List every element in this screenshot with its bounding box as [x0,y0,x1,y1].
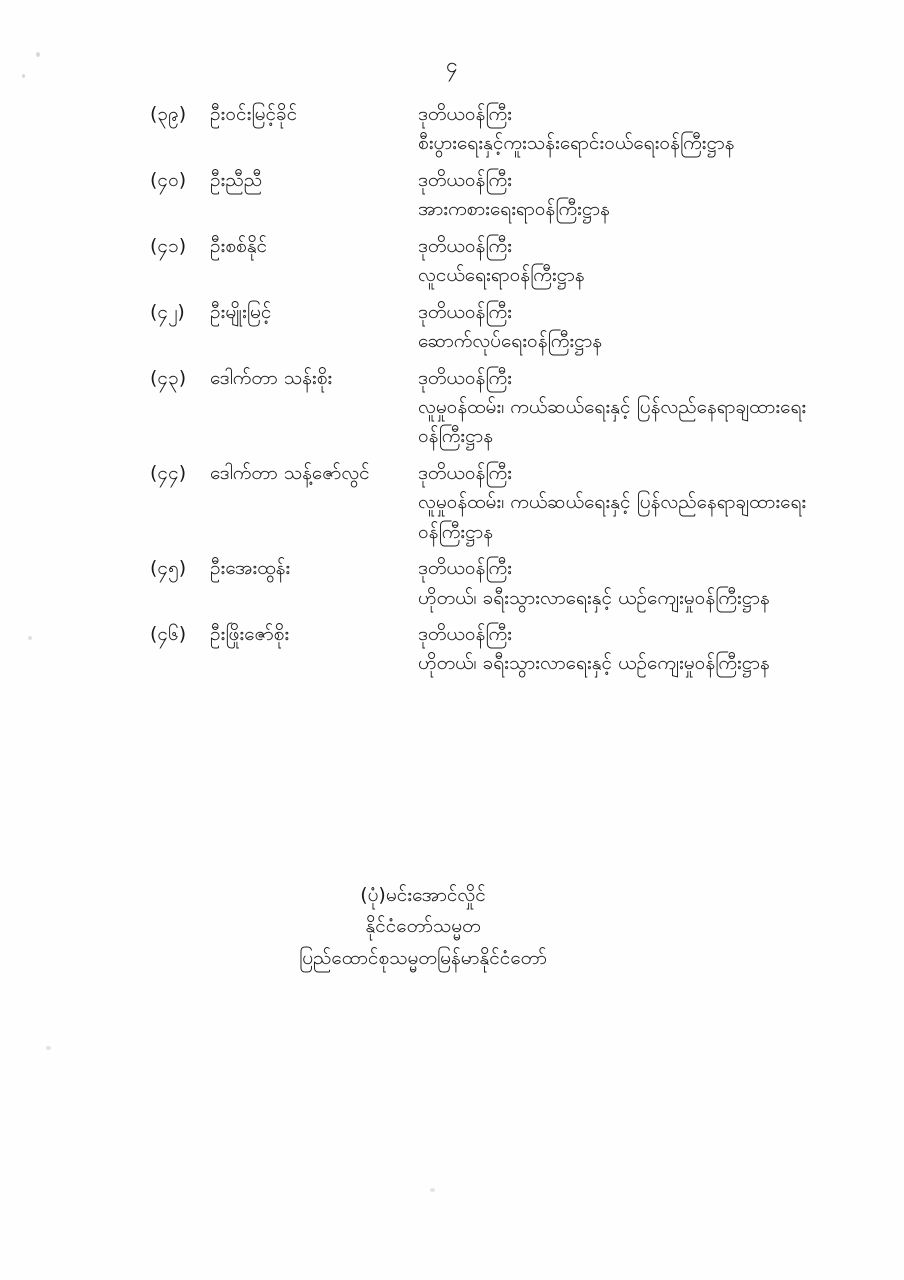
list-item [150,298,850,357]
entry-role-line: လူမှုဝန်ထမ်း၊ ကယ်ဆယ်ရေးနှင့် ပြန်လည်နေရာချထားရေး [418,395,807,418]
list-item [150,554,850,613]
entry-role [418,620,850,679]
appointment-list [150,100,850,686]
entry-role-line: ဝန်ကြီးဋ္ဌာန [418,520,494,543]
entry-number: (၄၄) [150,461,187,484]
entry-role-line: ဒုတိယဝန်ကြီး [418,300,512,323]
signature-title: နိုင်ငံတော်သမ္မတ [365,915,481,938]
entry-role [418,298,850,357]
entry-role-line: ဒုတိယဝန်ကြီး [418,366,512,389]
entry-role-line: စီးပွားရေးနှင့်ကူးသန်းရောင်းဝယ်ရေးဝန်ကြီးဋ္ဌာန [418,132,735,155]
scan-speck [430,1188,435,1192]
signature-country: ပြည်ထောင်စုသမ္မတမြန်မာနိုင်ငံတော် [299,946,547,969]
list-item [150,620,850,679]
entry-role-line: ဒုတိယဝန်ကြီး [418,623,512,645]
entry-role [418,166,850,225]
entry-number: (၄၁) [150,234,187,257]
list-item [150,166,850,225]
entry-number: (၄၆) [150,623,187,645]
entry-role-line: လူမှုဝန်ထမ်း၊ ကယ်ဆယ်ရေးနှင့် ပြန်လည်နေရာချထားရေး [418,491,807,514]
entry-role-line: ဝန်ကြီးဋ္ဌာန [418,425,494,448]
signature-name: (ပုံ)မင်းအောင်လှိုင် [360,884,486,906]
entry-number: (၄၂) [150,300,185,323]
entry-role [418,459,850,547]
scan-speck [28,636,32,640]
entry-role-line: ဟိုတယ်၊ ခရီးသွားလာရေးနှင့် ယဉ်ကျေးမှုဝန်ကြီးဋ္ဌာန [418,652,770,675]
list-item [150,232,850,291]
list-item [150,364,850,452]
entry-role [418,100,850,159]
entry-name: ဦးစစ်နိုင် [210,234,268,257]
entry-number: (၄၀) [150,168,187,191]
entry-role-line: အားကစားရေးရာဝန်ကြီးဋ္ဌာန [418,198,610,221]
entry-name: ဦးညီညီ [210,168,263,191]
entry-role-line: လူငယ်ရေးရာဝန်ကြီးဋ္ဌာန [418,264,585,287]
signature-block [0,880,846,974]
entry-role-line: ဒုတိယဝန်ကြီး [418,557,512,580]
list-item [150,459,850,547]
entry-role-line: ဒုတိယဝန်ကြီး [418,168,512,191]
entry-name: ဦးအေးထွန်း [210,557,291,580]
entry-role [418,232,850,291]
entry-name: ဦးဖြိုးဇော်စိုး [210,623,290,645]
entry-number: (၄၅) [150,557,187,580]
entry-role-line: ဒုတိယဝန်ကြီး [418,103,512,125]
entry-role-line: ဟိုတယ်၊ ခရီးသွားလာရေးနှင့် ယဉ်ကျေးမှုဝန်ကြီးဋ္ဌာန [418,586,770,609]
list-item [150,100,850,159]
entry-role-line: ဒုတိယဝန်ကြီး [418,461,512,484]
page-number: ၄ [446,53,458,77]
entry-role [418,554,850,613]
entry-name: ဦးမျိုးမြင့် [210,300,272,323]
entry-role [418,364,850,452]
scan-speck [46,1046,51,1050]
entry-name: ဦးဝင်းမြင့်ခိုင် [210,103,298,125]
entry-name: ဒေါက်တာ သန့်ဇော်လွင် [210,461,370,484]
entry-number: (၃၉) [150,103,187,125]
entry-number: (၄၃) [150,366,187,389]
entry-role-line: ဆောက်လုပ်ရေးဝန်ကြီးဋ္ဌာန [418,330,603,353]
entry-role-line: ဒုတိယဝန်ကြီး [418,234,512,257]
entry-name: ဒေါက်တာ သန်းစိုး [210,366,333,389]
